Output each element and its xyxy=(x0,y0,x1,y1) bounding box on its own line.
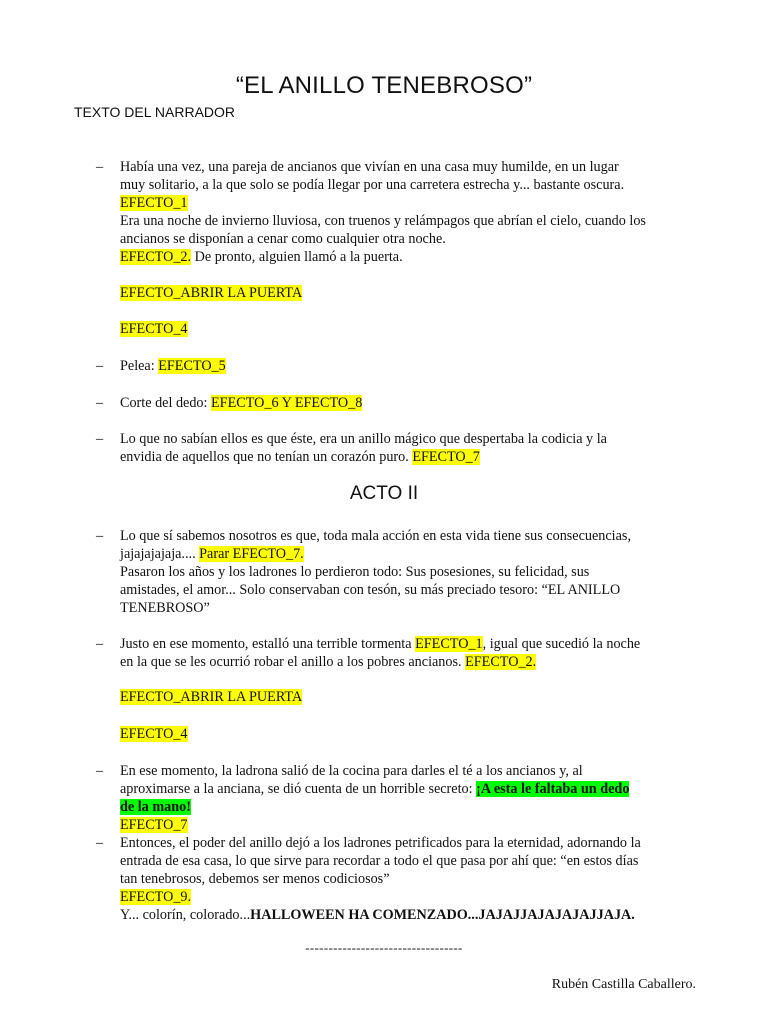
separator-line: ---------------------------------- xyxy=(305,940,463,955)
paragraph-line: Entonces, el poder del anillo dejó a los ladrones petrificados para la eternidad, adornando la xyxy=(120,835,641,851)
paragraph-line: tan tenebrosos, debemos ser menos codiciosos” xyxy=(120,871,390,887)
effect-label: EFECTO_2. xyxy=(465,654,537,670)
paragraph-text: Corte del dedo: xyxy=(120,395,212,411)
highlighted-secret: de la mano! xyxy=(120,799,191,815)
list-item xyxy=(96,430,706,466)
paragraph-text: Pelea: xyxy=(120,358,159,374)
list-item xyxy=(96,527,706,617)
bullet-dash: – xyxy=(96,763,104,779)
paragraph-text: Justo en ese momento, estalló una terrible tormenta xyxy=(120,636,416,652)
bullet-dash: – xyxy=(96,358,104,374)
paragraph-line: Era una noche de invierno lluviosa, con truenos y relámpagos que abrían el cielo, cuando los xyxy=(120,213,646,229)
paragraph-text: De pronto, alguien llamó a la puerta. xyxy=(191,249,403,265)
document-title: “EL ANILLO TENEBROSO” xyxy=(235,72,533,99)
paragraph-text: , igual que sucedió la noche xyxy=(482,636,641,652)
bullet-dash: – xyxy=(96,431,104,447)
paragraph-line: En ese momento, la ladrona salió de la cocina para darles el té a los ancianos y, al xyxy=(120,763,583,779)
effect-label: EFECTO_5 xyxy=(158,358,226,374)
paragraph-line: Lo que sí sabemos nosotros es que, toda mala acción en esta vida tiene sus consecuencias, xyxy=(120,528,631,544)
list-item xyxy=(96,635,706,671)
bullet-dash: – xyxy=(96,636,104,652)
effect-label: EFECTO_1 xyxy=(415,636,483,652)
list-item xyxy=(96,762,706,834)
paragraph-line: TENEBROSO” xyxy=(120,600,210,616)
bullet-dash: – xyxy=(96,835,104,851)
closing-shout: HALLOWEEN HA COMENZADO...JAJAJJAJAJAJAJJAJA. xyxy=(250,907,635,923)
paragraph-line: ancianos se disponían a cenar como cualquier otra noche. xyxy=(120,231,446,247)
highlighted-secret: ¡A esta le faltaba un dedo xyxy=(476,781,630,797)
paragraph-text: envidia de aquellos que no tenían un corazón puro. xyxy=(120,449,413,465)
effect-label: EFECTO_9. xyxy=(120,889,192,905)
list-item xyxy=(96,158,706,266)
paragraph-line: Había una vez, una pareja de ancianos que vivían en una casa muy humilde, en un lugar xyxy=(120,159,619,175)
bullet-dash: – xyxy=(96,528,104,544)
effect-label: Parar EFECTO_7. xyxy=(199,546,304,562)
effect-label: EFECTO_1 xyxy=(120,195,188,211)
list-item xyxy=(96,394,706,412)
narrator-heading: TEXTO DEL NARRADOR xyxy=(74,104,236,120)
paragraph-line: Pasaron los años y los ladrones lo perdieron todo: Sus posesiones, su felicidad, sus xyxy=(120,564,590,580)
paragraph-line: entrada de esa casa, lo que sirve para recordar a todo el que pasa por ahí que: “en estos días xyxy=(120,853,639,869)
effect-label: EFECTO_4 xyxy=(120,321,188,337)
paragraph-line: amistades, el amor... Solo conservaban con tesón, su más preciado tesoro: “EL ANILLO xyxy=(120,582,621,598)
effect-label: EFECTO_ABRIR LA PUERTA xyxy=(120,689,303,705)
list-item xyxy=(96,357,706,375)
paragraph-text: aproximarse a la anciana, se dió cuenta de un horrible secreto: xyxy=(120,781,477,797)
effect-label: EFECTO_6 Y EFECTO_8 xyxy=(211,395,363,411)
bullet-dash: – xyxy=(96,159,104,175)
effect-label: EFECTO_7 xyxy=(412,449,480,465)
author-signature: Rubén Castilla Caballero. xyxy=(551,977,696,992)
effect-label: EFECTO_ABRIR LA PUERTA xyxy=(120,285,303,301)
effect-label: EFECTO_2. xyxy=(120,249,192,265)
effect-label: EFECTO_7 xyxy=(120,817,188,833)
paragraph-line: Lo que no sabían ellos es que éste, era un anillo mágico que despertaba la codicia y la xyxy=(120,431,607,447)
paragraph-line: muy solitario, a la que solo se podía llegar por una carretera estrecha y... bastante oscura. xyxy=(120,177,625,193)
paragraph-text: Y... colorín, colorado... xyxy=(120,907,251,923)
effect-label: EFECTO_4 xyxy=(120,726,188,742)
act-heading: ACTO II xyxy=(349,483,419,504)
paragraph-text: jajajajajaja.... xyxy=(120,546,200,562)
list-item xyxy=(96,834,706,924)
paragraph-text: en la que se les ocurrió robar el anillo a los pobres ancianos. xyxy=(120,654,466,670)
bullet-dash: – xyxy=(96,395,104,411)
